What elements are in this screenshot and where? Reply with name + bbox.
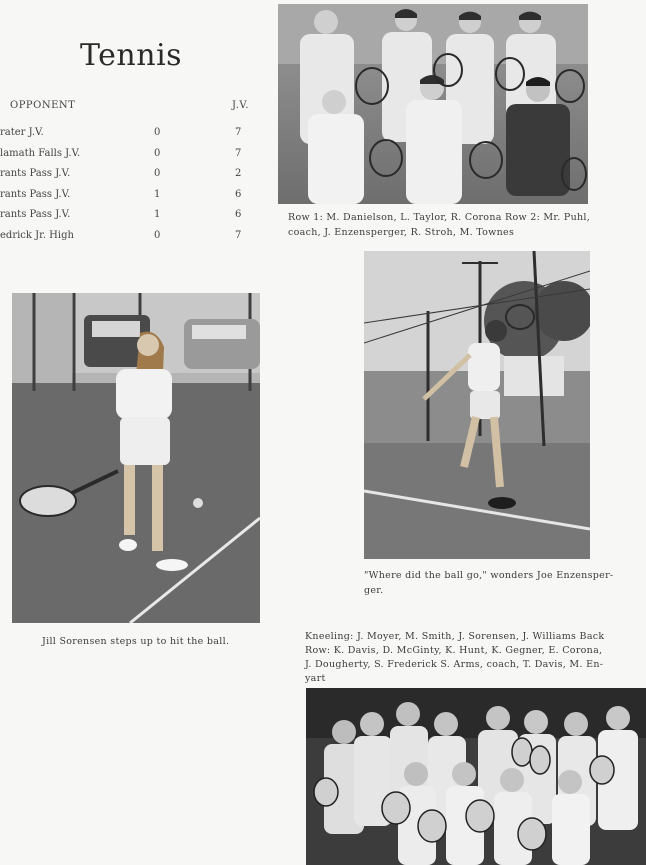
- boys-team-caption: [288, 210, 618, 240]
- score-cell: 0: [154, 148, 161, 159]
- joe-enzensperger-photo: [364, 251, 590, 559]
- caption-line: J. Dougherty, S. Frederick S. Arms, coach, T. Davis, M. En-: [305, 659, 604, 670]
- jv-cell: 6: [235, 209, 242, 220]
- caption-line: ger.: [364, 585, 384, 596]
- jv-cell: 7: [235, 148, 242, 159]
- opponent-cell: rater J.V.: [0, 127, 44, 138]
- jv-cell: 7: [235, 127, 242, 138]
- jv-cell: 2: [235, 168, 242, 179]
- score-cell: 0: [154, 168, 161, 179]
- caption-line: coach, J. Enzensperger, R. Stroh, M. Townes: [288, 227, 515, 238]
- score-cell: 1: [154, 189, 161, 200]
- joe-caption: [364, 568, 624, 598]
- table-row: [0, 230, 260, 246]
- jill-illustration: [12, 293, 260, 623]
- table-row: [0, 127, 260, 143]
- jill-caption: Jill Sorensen steps up to hit the ball.: [42, 636, 230, 647]
- jv-cell: 7: [235, 230, 242, 241]
- opponent-cell: lamath Falls J.V.: [0, 148, 81, 159]
- caption-line: "Where did the ball go," wonders Joe Enzensper-: [364, 570, 614, 581]
- girls-team-illustration: [306, 688, 646, 865]
- boys-team-photo: [278, 4, 588, 204]
- jv-header: J.V.: [232, 100, 250, 111]
- opponent-header: OPPONENT: [10, 100, 76, 111]
- score-cell: 1: [154, 209, 161, 220]
- schedule-table: [0, 100, 270, 250]
- caption-line: yart: [305, 673, 326, 684]
- opponent-cell: rants Pass J.V.: [0, 209, 71, 220]
- caption-line: Row 1: M. Danielson, L. Taylor, R. Corona Row 2: Mr. Puhl,: [288, 212, 591, 223]
- table-row: [0, 168, 260, 184]
- girls-team-caption: [305, 630, 637, 686]
- table-row: [0, 148, 260, 164]
- boys-team-illustration: [278, 4, 588, 204]
- girls-team-photo: [306, 688, 646, 865]
- table-row: [0, 189, 260, 205]
- opponent-cell: rants Pass J.V.: [0, 189, 71, 200]
- table-row: [0, 209, 260, 225]
- joe-illustration: [364, 251, 590, 559]
- opponent-cell: edrick Jr. High: [0, 230, 74, 241]
- caption-line: Row: K. Davis, D. McGinty, K. Hunt, K. Gegner, E. Corona,: [305, 645, 603, 656]
- jill-sorensen-photo: [12, 293, 260, 623]
- page-title: Tennis: [80, 38, 183, 73]
- score-cell: 0: [154, 230, 161, 241]
- score-cell: 0: [154, 127, 161, 138]
- opponent-cell: rants Pass J.V.: [0, 168, 71, 179]
- jv-cell: 6: [235, 189, 242, 200]
- caption-line: Kneeling: J. Moyer, M. Smith, J. Sorensen, J. Williams Back: [305, 631, 605, 642]
